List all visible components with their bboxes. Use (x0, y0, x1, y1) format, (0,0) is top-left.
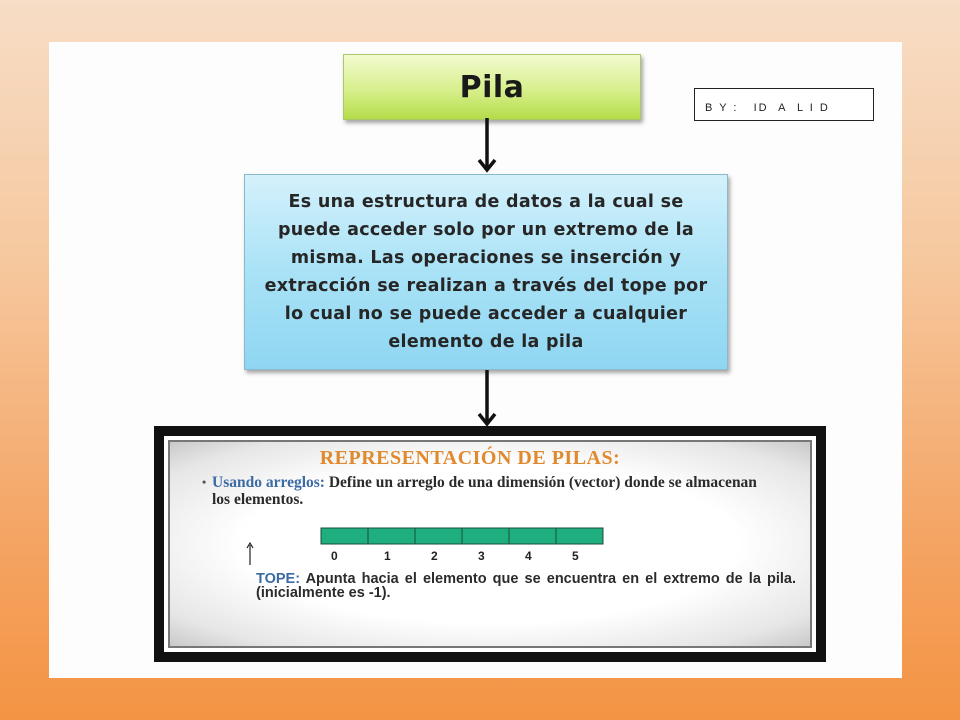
definition-box (244, 174, 728, 370)
array-index-label: 5 (572, 549, 579, 563)
array-cell (509, 528, 556, 544)
title-text: Pila (459, 69, 525, 105)
array-index-label: 2 (431, 549, 438, 563)
arrow-down-icon (477, 118, 497, 174)
tope-heading: TOPE: (256, 571, 301, 587)
representation-frame (154, 426, 826, 662)
representation-panel (168, 440, 812, 648)
author-box (694, 88, 874, 121)
array-index-label: 3 (478, 549, 485, 563)
array-cell (321, 528, 368, 544)
array-cell (368, 528, 415, 544)
slide-canvas (49, 42, 902, 678)
bullet-text: Define un arreglo de una dimensión (vector) donde se almacenan los elementos. (212, 474, 757, 508)
array-cell (462, 528, 509, 544)
tope-description (256, 572, 796, 600)
array-index-label: 1 (384, 549, 391, 563)
representation-inner-frame (161, 433, 819, 655)
definition-text: Es una estructura de datos a la cual se puede acceder solo por un extremo de la misma. Las operaciones se inserción y extracción se realizan a través del tope por lo cual no se puede acceder a cualquier elemento de la pila (264, 192, 708, 352)
representation-title: REPRESENTACIÓN DE PILAS: (319, 447, 621, 469)
array-cell (415, 528, 462, 544)
arrow-down-icon (477, 370, 497, 428)
array-index-label: 4 (525, 549, 532, 563)
array-diagram (320, 526, 620, 566)
bullet-dot-icon: • (202, 475, 207, 489)
author-text: B Y : ID A L I D (705, 102, 830, 114)
bullet-item (202, 474, 772, 508)
tope-text: Apunta hacia el elemento que se encuentra en el extremo de la pila. (inicialmente es -1). (256, 571, 796, 601)
bullet-heading: Usando arreglos: (212, 474, 325, 491)
title-box (343, 54, 641, 120)
tope-pointer-icon (244, 541, 256, 565)
array-index-label: 0 (331, 549, 338, 563)
array-cell (556, 528, 603, 544)
